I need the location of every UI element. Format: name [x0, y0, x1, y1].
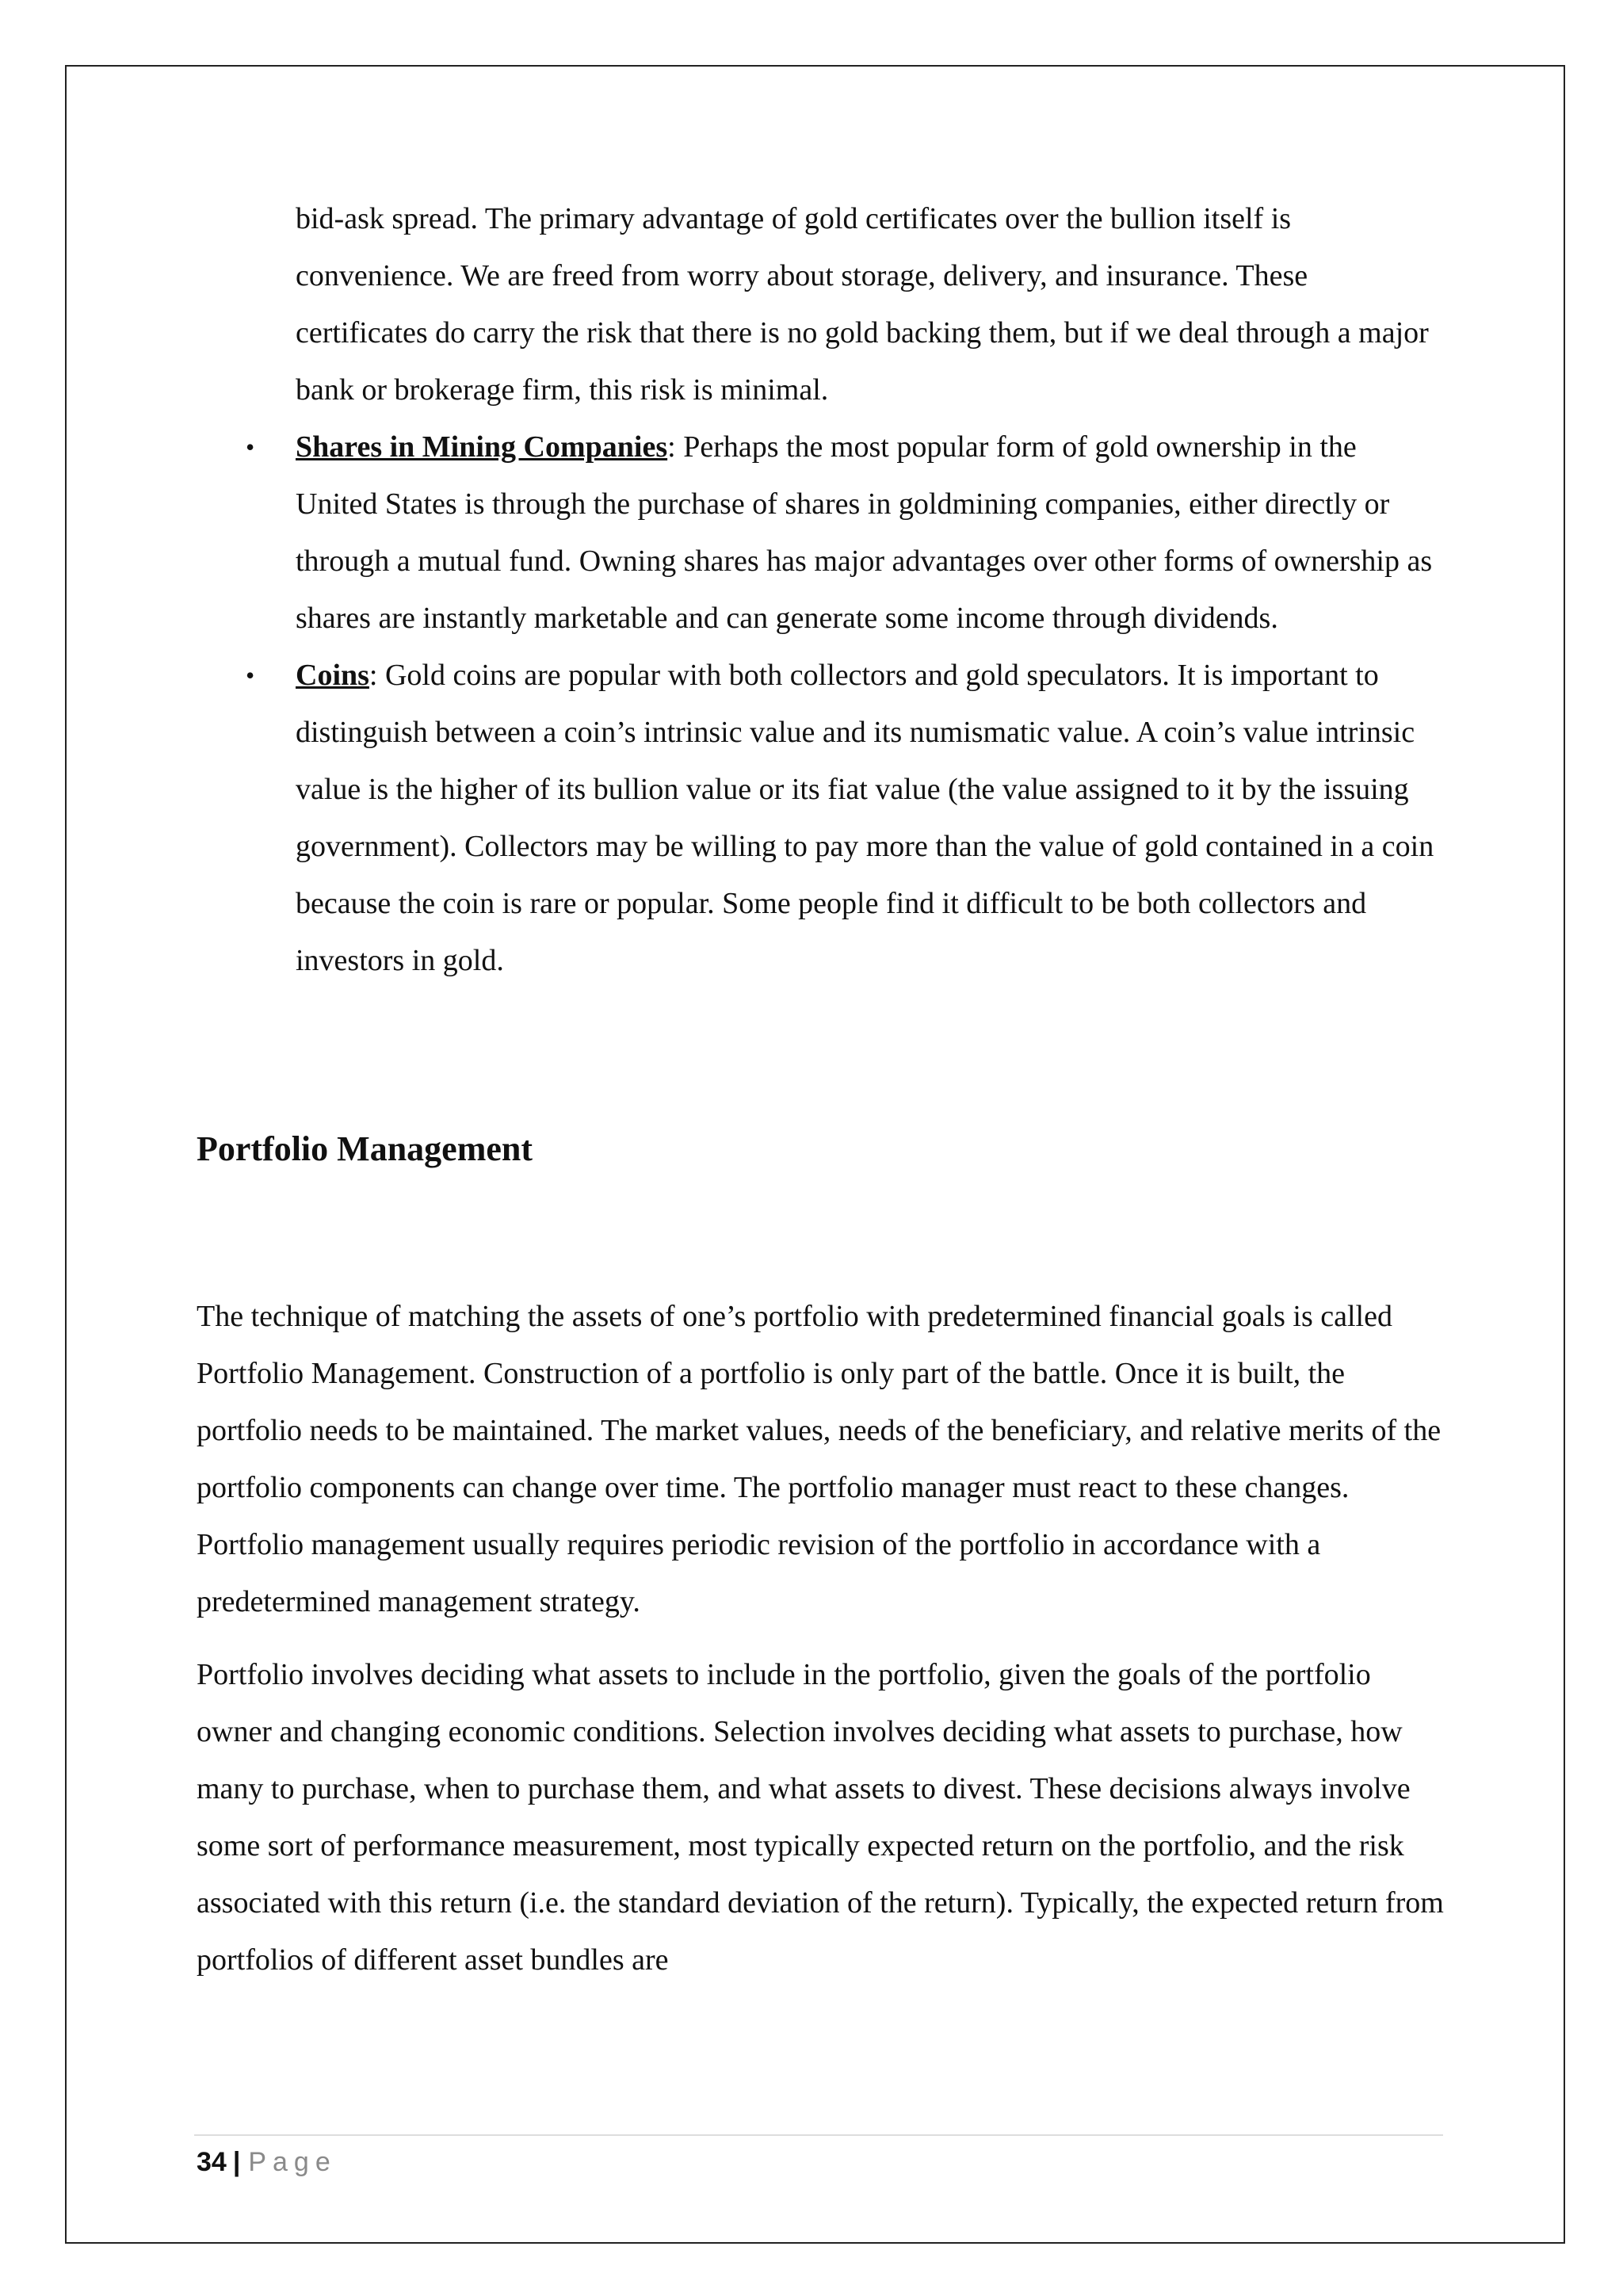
coins-term: Coins — [296, 659, 369, 692]
bullet-separator: : — [667, 430, 676, 464]
bullet-marker: • — [246, 433, 255, 461]
page-footer — [197, 2144, 337, 2180]
page-label: Page — [248, 2147, 337, 2177]
bullet-description: Perhaps the most popular form of gold ownership in the United States is through the purchase of shares in goldmining companies, either directly or through a mutual fund. Owning shares has major advantages over other forms of ownership as shares are instantly marketable and can generate some income through dividends. — [296, 430, 1433, 635]
shares-in-mining-companies-term: Shares in Mining Companies — [296, 430, 668, 464]
document-content — [197, 190, 1445, 1988]
page-number: 34 — [197, 2147, 227, 2177]
bullet-text — [296, 418, 1445, 647]
bullet-text — [296, 647, 1445, 989]
bullet-marker: • — [246, 661, 255, 690]
bullet-item — [246, 647, 1445, 989]
body-paragraph: The technique of matching the assets of one’s portfolio with predetermined financial goals is called Portfolio Management. Construction of a portfolio is only part of the battle. Once it is built, the portfolio needs to be maintained. The market values, needs of the beneficiary, and relative merits of the portfolio components can change over time. The portfolio manager must react to these changes. Portfolio management usually requires periodic revision of the portfolio in accordance with a predetermined management strategy. — [197, 1300, 1442, 1618]
footer-rule — [194, 2134, 1443, 2136]
body-paragraph: Portfolio involves deciding what assets to include in the portfolio, given the goals of the portfolio owner and changing economic conditions. Selection involves deciding what assets to purchase, how many to purchase, when to purchase them, and what assets to divest. These decisions always involve some sort of performance measurement, most typically expected return on the portfolio, and the risk associated with this return (i.e. the standard deviation of the return). Typically, the expected return from portfolios of different asset bundles are — [197, 1658, 1444, 1977]
bullet-item — [246, 418, 1445, 647]
section-heading: Portfolio Management — [197, 1129, 533, 1168]
bullet-separator: : — [369, 659, 378, 692]
bullet-description: Gold coins are popular with both collectors and gold speculators. It is important to distinguish between a coin’s intrinsic value and its numismatic value. A coin’s value intrinsic value is the higher of its bullion value or its fiat value (the value assigned to it by the issuing government). Collectors may be willing to pay more than the value of gold contained in a coin because the coin is rare or popular. Some people find it difficult to be both collectors and investors in gold. — [296, 659, 1434, 977]
footer-separator: | — [232, 2147, 241, 2177]
continuation-paragraph: bid-ask spread. The primary advantage of gold certificates over the bullion itself is convenience. We are freed from worry about storage, delivery, and insurance. These certificates do carry the risk that there is no gold backing them, but if we deal through a major bank or brokerage firm, this risk is minimal. — [296, 202, 1429, 407]
